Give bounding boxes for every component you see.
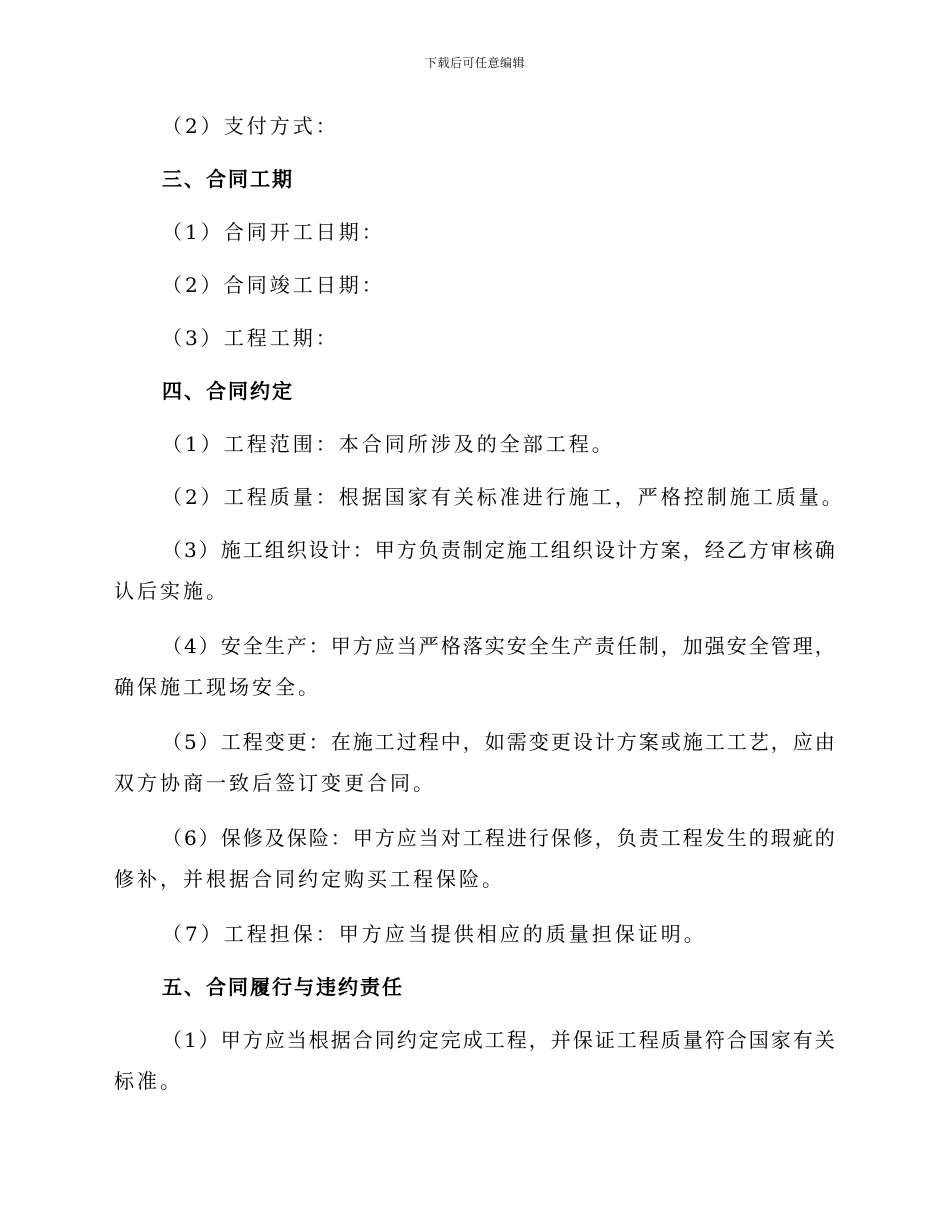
performance-liability-item: （1）甲方应当根据合同约定完成工程，并保证工程质量符合国家有关 [162, 1028, 837, 1052]
contract-terms-item: （4）安全生产：甲方应当严格落实安全生产责任制，加强安全管理， [162, 634, 837, 658]
contract-terms-item: （6）保修及保险：甲方应当对工程进行保修，负责工程发生的瑕疵的 [162, 826, 837, 850]
contract-terms-item-continuation: 双方协商一致后签订变更合同。 [114, 771, 436, 795]
performance-liability-item-continuation: 标准。 [114, 1069, 183, 1093]
contract-period-item: （2）合同竣工日期： [162, 273, 385, 297]
payment-method-item: （2）支付方式： [162, 114, 339, 138]
contract-terms-item-continuation: 确保施工现场安全。 [114, 675, 321, 699]
contract-period-item: （3）工程工期： [162, 326, 339, 350]
contract-terms-item-continuation: 修补，并根据合同约定购买工程保险。 [114, 867, 505, 891]
contract-terms-item: （7）工程担保：甲方应当提供相应的质量担保证明。 [162, 922, 707, 946]
page-header-note: 下载后可任意编辑 [424, 56, 525, 70]
contract-period-item: （1）合同开工日期： [162, 220, 385, 244]
section-heading-contract-terms: 四、合同约定 [162, 379, 294, 403]
contract-terms-item: （2）工程质量：根据国家有关标准进行施工，严格控制施工质量。 [162, 485, 845, 509]
section-heading-performance-liability: 五、合同履行与违约责任 [162, 975, 404, 999]
contract-terms-item: （3）施工组织设计：甲方负责制定施工组织设计方案，经乙方审核确 [162, 538, 837, 562]
contract-terms-item: （5）工程变更：在施工过程中，如需变更设计方案或施工工艺，应由 [162, 730, 837, 754]
document-body [114, 106, 845, 1102]
contract-terms-item: （1）工程范围：本合同所涉及的全部工程。 [162, 432, 615, 456]
section-heading-contract-period: 三、合同工期 [162, 167, 294, 191]
contract-terms-item-continuation: 认后实施。 [114, 579, 229, 603]
